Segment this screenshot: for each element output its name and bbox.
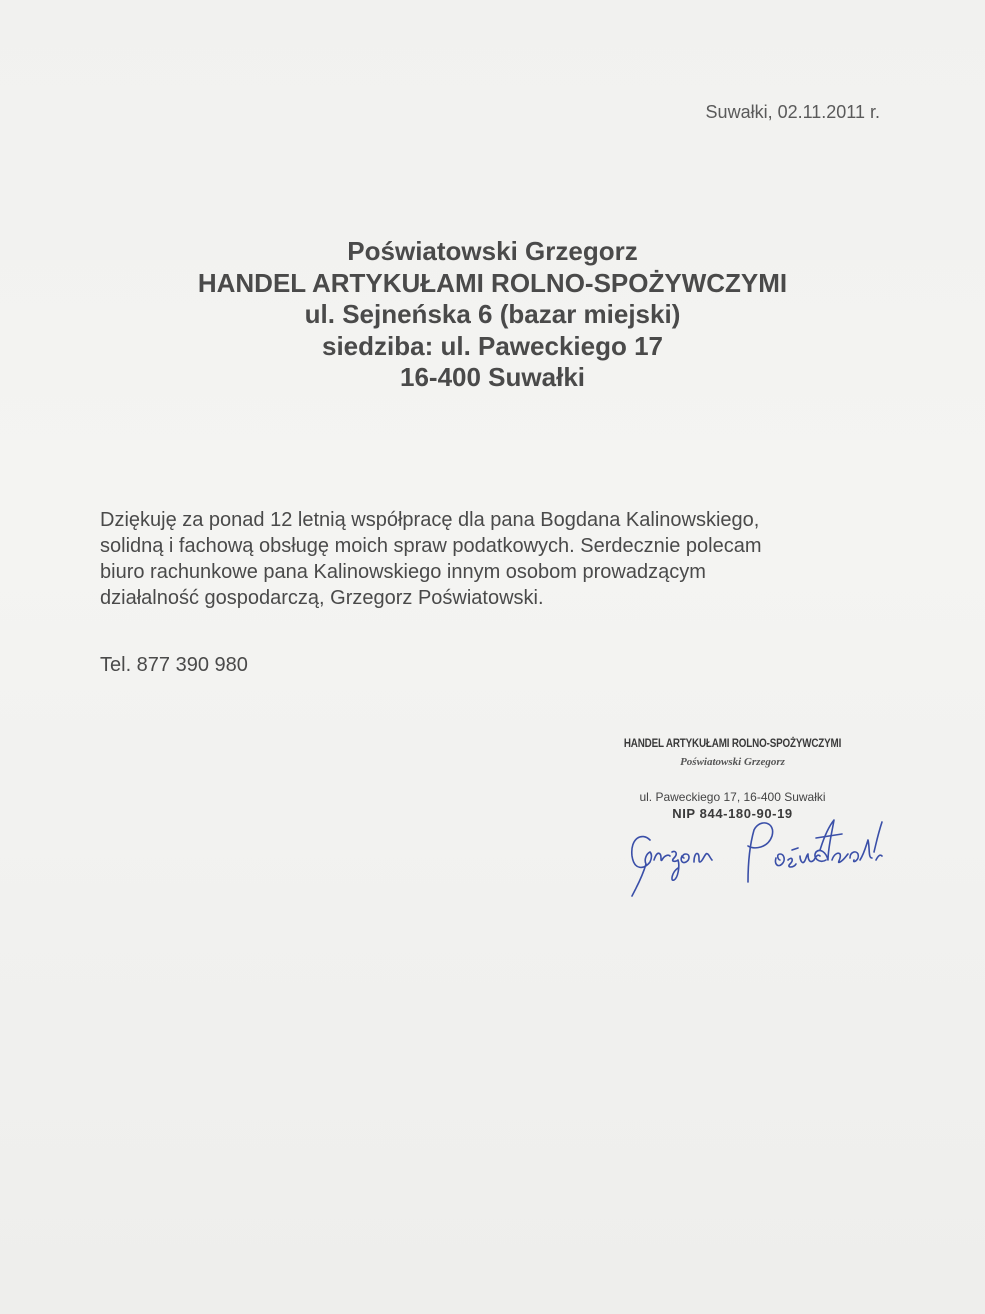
header-name: Poświatowski Grzegorz <box>347 236 638 266</box>
letter-body <box>100 507 880 611</box>
header-seat: siedziba: ul. Paweckiego 17 <box>321 330 664 361</box>
stamp-address: ul. Paweckiego 17, 16-400 Suwałki <box>639 790 826 804</box>
header-location: ul. Sejneńska 6 (bazar miejski) <box>304 299 681 329</box>
header-business: HANDEL ARTYKUŁAMI ROLNO-SPOŻYWCZYMI <box>197 267 788 298</box>
header-city: 16-400 Suwałki <box>400 362 585 392</box>
handwritten-signature <box>620 808 890 900</box>
phone-number: Tel. 877 390 980 <box>100 654 248 676</box>
letter-header <box>0 236 985 394</box>
body-line: solidną i fachową obsługę moich spraw podatkowych. Serdecznie polecam <box>100 535 762 557</box>
letter-date: Suwałki, 02.11.2011 r. <box>705 102 880 122</box>
stamp-company: HANDEL ARTYKUŁAMI ROLNO-SPOŻYWCZYMI <box>623 736 842 750</box>
stamp-nip: NIP 844-180-90-19 <box>672 806 793 821</box>
body-line: działalność gospodarczą, Grzegorz Poświatowski. <box>100 587 544 609</box>
body-line: Dziękuję za ponad 12 letnią współpracę dla pana Bogdana Kalinowskiego, <box>100 509 760 531</box>
body-line: biuro rachunkowe pana Kalinowskiego innym osobom prowadzącym <box>100 561 706 583</box>
stamp-owner: Poświatowski Grzegorz <box>680 756 785 768</box>
